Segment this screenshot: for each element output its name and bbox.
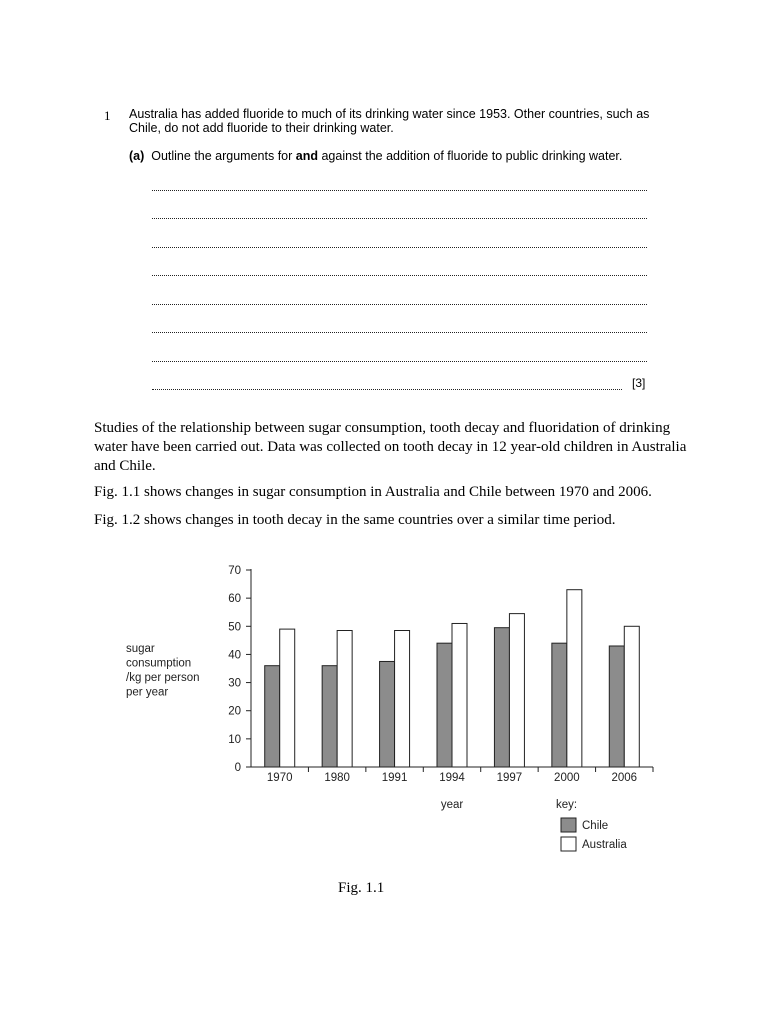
bar-australia-1994 <box>452 623 467 767</box>
bar-chile-1991 <box>380 661 395 767</box>
y-label-line: /kg per person <box>126 672 200 684</box>
y-axis-label <box>126 643 200 699</box>
y-axis-ticks <box>228 565 251 774</box>
legend-label-australia: Australia <box>582 839 627 851</box>
bar-chile-1994 <box>437 643 452 767</box>
x-tick-label: 2006 <box>611 772 638 784</box>
bar-chile-1970 <box>265 666 280 767</box>
paragraph-studies: Studies of the relationship between sugar consumption, tooth decay and fluoridation of drinking water have been carried out. Data was collected on tooth decay in 12 year-old children in Australia and Chile. <box>94 420 687 474</box>
chart-bars <box>265 590 640 767</box>
bar-chile-1997 <box>494 628 509 767</box>
y-tick-label: 40 <box>228 649 241 662</box>
figure-caption: Fig. 1.1 <box>338 880 385 896</box>
legend-title: key: <box>556 799 578 811</box>
bar-australia-1991 <box>395 631 410 767</box>
y-tick-label: 70 <box>228 565 241 577</box>
bar-australia-2006 <box>624 626 639 767</box>
x-tick-label: 1997 <box>496 772 523 784</box>
bar-australia-1997 <box>509 614 524 767</box>
part-a-text-2: against the addition of fluoride to public drinking water. <box>318 149 623 163</box>
y-tick-label: 30 <box>228 677 241 690</box>
y-tick-label: 60 <box>228 593 241 606</box>
x-axis-label: year <box>440 799 464 811</box>
x-tick-label: 1994 <box>439 772 465 784</box>
marks-label: [3] <box>632 376 646 390</box>
part-a-label: (a) <box>129 149 145 163</box>
y-label-line: per year <box>126 686 169 699</box>
x-tick-label: 2000 <box>554 772 580 784</box>
legend-swatch-chile <box>561 818 576 832</box>
question-intro: Australia has added fluoride to much of its drinking water since 1953. Other countries, such as Chile, do not add fluoride to their drinking water. <box>129 107 650 135</box>
bar-australia-1980 <box>337 631 352 767</box>
y-tick-label: 0 <box>234 762 241 774</box>
y-label-line: sugar <box>126 643 155 655</box>
paragraph-fig-1-2: Fig. 1.2 shows changes in tooth decay in the same countries over a similar time period. <box>94 512 616 528</box>
y-label-line: consumption <box>126 657 192 670</box>
y-tick-label: 10 <box>228 733 241 746</box>
part-a-bold: and <box>295 149 318 163</box>
chart-legend <box>556 799 627 851</box>
bar-australia-2000 <box>567 590 582 767</box>
part-a-text-1: Outline the arguments for <box>151 149 296 163</box>
bar-chile-1980 <box>322 666 337 767</box>
paragraph-fig-1-1: Fig. 1.1 shows changes in sugar consumption in Australia and Chile between 1970 and 2006. <box>94 484 652 500</box>
x-tick-label: 1970 <box>266 772 293 784</box>
legend-label-chile: Chile <box>582 820 609 832</box>
x-tick-label: 1991 <box>381 772 408 784</box>
bar-chile-2006 <box>609 646 624 767</box>
question-number: 1 <box>104 108 111 123</box>
x-axis-ticks <box>267 767 653 784</box>
x-tick-label: 1980 <box>324 772 350 784</box>
y-tick-label: 50 <box>228 621 241 634</box>
legend-swatch-australia <box>561 837 576 851</box>
bar-chile-2000 <box>552 643 567 767</box>
bar-australia-1970 <box>280 629 295 767</box>
y-tick-label: 20 <box>228 705 241 718</box>
